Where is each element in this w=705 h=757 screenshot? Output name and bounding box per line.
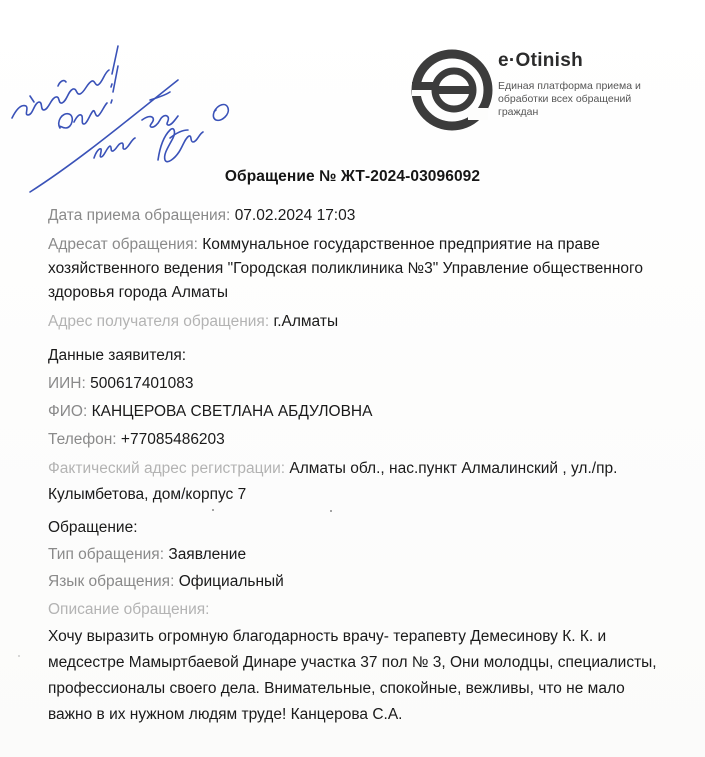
date-value: 07.02.2024 17:03 bbox=[234, 207, 356, 224]
scan-speck bbox=[212, 509, 214, 511]
address-label: Фактический адрес регистрации: bbox=[48, 460, 286, 477]
appeal-type-row bbox=[48, 543, 668, 567]
addressee-label: Адресат обращения: bbox=[48, 236, 198, 253]
brand-block bbox=[498, 50, 698, 119]
iin-row bbox=[48, 372, 668, 396]
addressee-value: Коммунальное государственное предприятие на праве хозяйственного ведения "Городская поликлиника №3" Управление общественного здоровья города Алматы bbox=[48, 236, 643, 301]
appeal-heading: Обращение: bbox=[48, 519, 138, 536]
addressee-row bbox=[48, 233, 668, 305]
recipient-address-row bbox=[48, 310, 668, 334]
appeal-language-row bbox=[48, 570, 668, 594]
handwriting-text: Физикову! Они! Нео сеой Глебо О bbox=[0, 0, 16, 1]
appeal-type-label: Тип обращения: bbox=[48, 546, 165, 563]
date-row bbox=[48, 204, 668, 228]
phone-label: Телефон: bbox=[48, 431, 117, 448]
appeal-language-value: Официальный bbox=[178, 573, 284, 590]
address-value: Алматы обл., нас.пункт Алмалинский , ул./пр. Кулымбетова, дом/корпус 7 bbox=[48, 460, 618, 503]
date-label: Дата приема обращения: bbox=[48, 207, 231, 224]
applicant-heading: Данные заявителя: bbox=[48, 347, 187, 364]
description-label-row bbox=[48, 598, 668, 622]
recipient-address-value: г.Алматы bbox=[273, 313, 339, 330]
fio-value: КАНЦЕРОВА СВЕТЛАНА АБДУЛОВНА bbox=[91, 403, 373, 420]
appeal-language-label: Язык обращения: bbox=[48, 573, 175, 590]
e-otinish-logo-icon bbox=[408, 46, 498, 134]
brand-name: e·Otinish bbox=[498, 50, 584, 71]
brand-tagline: Единая платформа приема и обработки всех обращений граждан bbox=[498, 80, 641, 118]
scan-speck bbox=[330, 510, 332, 512]
document-title: Обращение № ЖТ-2024-03096092 bbox=[224, 168, 481, 185]
appeal-description: Хочу выразить огромную благодарность врачу- терапевту Демесинову К. К. и медсестре Мамыртбаевой Динаре участка 37 пол № 3, Они молодцы, специалисты, профессионалы своего дела. Внимательные, спокойные, вежливы, что не мало важно в их нужном людям труде! Канцерова С.А. bbox=[48, 628, 657, 723]
fio-label: ФИО: bbox=[48, 403, 88, 420]
phone-value: +77085486203 bbox=[120, 431, 225, 448]
address-row bbox=[48, 456, 668, 508]
scan-speck bbox=[18, 655, 20, 657]
iin-value: 500617401083 bbox=[90, 375, 194, 392]
recipient-address-label: Адрес получателя обращения: bbox=[48, 313, 270, 330]
iin-label: ИИН: bbox=[48, 375, 86, 392]
fio-row bbox=[48, 400, 668, 424]
description-label: Описание обращения: bbox=[48, 601, 210, 618]
appeal-type-value: Заявление bbox=[168, 546, 247, 563]
phone-row bbox=[48, 428, 668, 452]
